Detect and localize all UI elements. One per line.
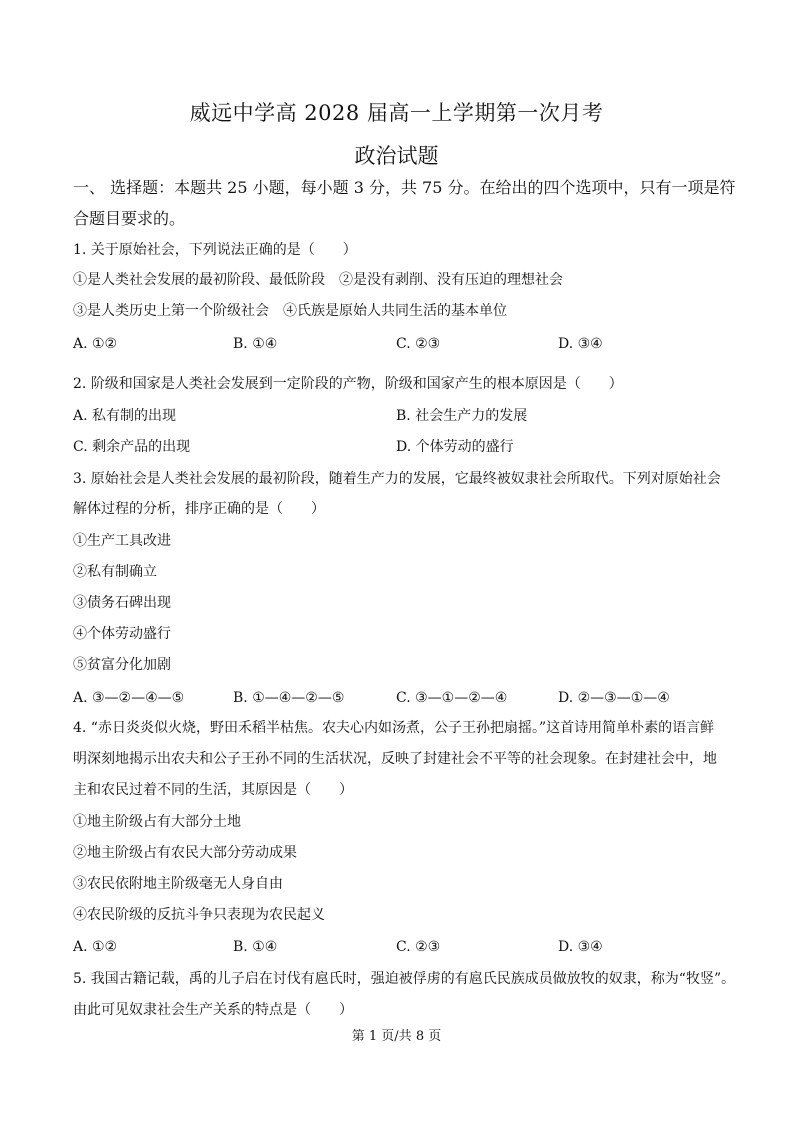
q3-item-1: ①生产工具改进 (73, 533, 171, 549)
q4-item-2: ②地主阶级占有农民大部分劳动成果 (73, 845, 297, 861)
exam-title: 威远中学高 2028 届高一上学期第一次月考 (189, 101, 604, 125)
q3-option-b: B. ①—④—②—⑤ (233, 690, 345, 706)
q2-option-b: B. 社会生产力的发展 (396, 408, 528, 424)
q5-stem-line2: 由此可见奴隶社会生产关系的特点是（ ） (73, 1002, 353, 1018)
q4-item-4: ④农民阶级的反抗斗争只表现为农民起义 (73, 907, 325, 923)
q2-option-a: A. 私有制的出现 (73, 408, 177, 424)
q4-item-3: ③农民依附地主阶级毫无人身自由 (73, 876, 283, 892)
q4-stem-line3: 主和农民过着不同的生活，其原因是（ ） (73, 782, 353, 798)
q3-option-a: A. ③—②—④—⑤ (73, 690, 185, 706)
q3-item-3: ③债务石碑出现 (73, 595, 171, 611)
q4-option-c: C. ②③ (396, 939, 441, 955)
q1-stem: 1. 关于原始社会，下列说法正确的是（ ） (73, 242, 357, 258)
q1-option-c: C. ②③ (396, 336, 441, 352)
q3-item-2: ②私有制确立 (73, 564, 157, 580)
q3-option-d: D. ②—③—①—④ (558, 690, 670, 706)
section-instructions-line1: 一、 选择题：本题共 25 小题，每小题 3 分，共 75 分。在给出的四个选项中，只有一项是符 (73, 178, 736, 197)
q4-item-1: ①地主阶级占有大部分土地 (73, 814, 241, 830)
q2-option-d: D. 个体劳动的盛行 (396, 439, 514, 455)
q4-stem-line1: 4. “赤日炎炎似火烧，野田禾稻半枯焦。农夫心内如汤煮，公子王孙把扇摇。”这首诗用简单朴素的语言鲜 (73, 720, 715, 736)
exam-subject: 政治试题 (354, 144, 439, 168)
q4-option-a: A. ①② (73, 939, 118, 955)
q4-option-d: D. ③④ (558, 939, 603, 955)
q1-statement-line2: ③是人类历史上第一个阶级社会 ④氏族是原始人共同生活的基本单位 (73, 303, 507, 319)
q4-stem-line2: 明深刻地揭示出农夫和公子王孙不同的生活状况，反映了封建社会不平等的社会现象。在封建社会中，地 (73, 751, 717, 767)
q3-stem-line2: 解体过程的分析，排序正确的是（ ） (73, 501, 325, 517)
q2-option-c: C. 剩余产品的出现 (73, 439, 191, 455)
q2-stem: 2. 阶级和国家是人类社会发展到一定阶段的产物，阶级和国家产生的根本原因是（ ） (73, 376, 623, 392)
q1-statement-line1: ①是人类社会发展的最初阶段、最低阶段 ②是没有剥削、没有压迫的理想社会 (73, 272, 563, 288)
q1-option-b: B. ①④ (233, 336, 278, 352)
q3-item-5: ⑤贫富分化加剧 (73, 657, 171, 673)
q3-stem-line1: 3. 原始社会是人类社会发展的最初阶段，随着生产力的发展，它最终被奴隶社会所取代。下列对原始社会 (73, 471, 721, 487)
page-number-footer: 第 1 页/共 8 页 (351, 1029, 442, 1044)
q1-option-a: A. ①② (73, 336, 118, 352)
q3-option-c: C. ③—①—②—④ (396, 690, 508, 706)
q4-option-b: B. ①④ (233, 939, 278, 955)
q3-item-4: ④个体劳动盛行 (73, 626, 171, 642)
q1-option-d: D. ③④ (558, 336, 603, 352)
q5-stem-line1: 5. 我国古籍记载，禹的儿子启在讨伐有扈氏时，强迫被俘虏的有扈氏民族成员做放牧的奴隶，称为“牧竖”。 (73, 971, 736, 987)
section-instructions-line2: 合题目要求的。 (73, 209, 186, 228)
